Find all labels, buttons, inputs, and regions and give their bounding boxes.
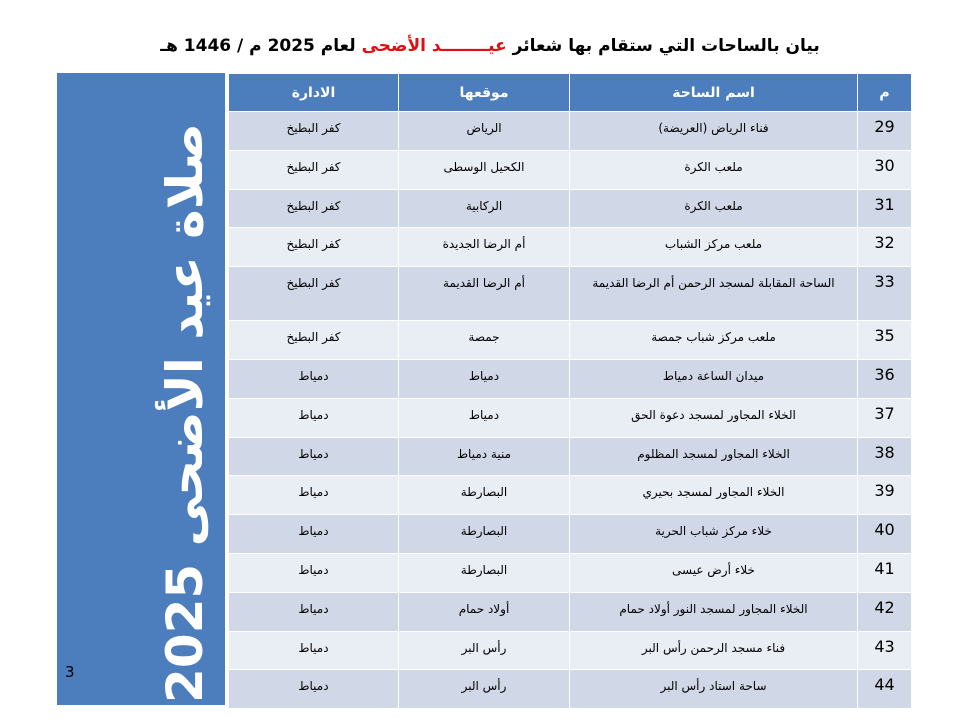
cell-administration: كفر البطيخ xyxy=(229,189,399,228)
cell-location: البصارطة xyxy=(399,515,570,554)
cell-ground-name: ساحة استاد رأس البر xyxy=(570,670,858,709)
side-banner xyxy=(57,73,225,705)
cell-num: 35 xyxy=(858,321,912,360)
cell-ground-name: ملعب الكرة xyxy=(570,189,858,228)
cell-administration: دمياط xyxy=(229,592,399,631)
cell-num: 36 xyxy=(858,359,912,398)
table-row xyxy=(229,631,912,670)
cell-administration: دمياط xyxy=(229,553,399,592)
cell-location: دمياط xyxy=(399,398,570,437)
cell-ground-name: ميدان الساعة دمياط xyxy=(570,359,858,398)
title-part-1: بيان بالساحات التي ستقام بها شعائر xyxy=(506,36,820,56)
table-row xyxy=(229,321,912,360)
cell-location: رأس البر xyxy=(399,670,570,709)
table-row xyxy=(229,515,912,554)
cell-ground-name: خلاء مركز شباب الحرية xyxy=(570,515,858,554)
cell-administration: دمياط xyxy=(229,359,399,398)
cell-num: 38 xyxy=(858,437,912,476)
cell-administration: دمياط xyxy=(229,515,399,554)
cell-location: أولاد حمام xyxy=(399,592,570,631)
table-row xyxy=(229,553,912,592)
table-row xyxy=(229,359,912,398)
cell-num: 42 xyxy=(858,592,912,631)
cell-location: الرياض xyxy=(399,112,570,151)
table-row xyxy=(229,228,912,267)
cell-ground-name: الخلاء المجاور لمسجد المظلوم xyxy=(570,437,858,476)
cell-ground-name: خلاء أرض عيسى xyxy=(570,553,858,592)
cell-location: دمياط xyxy=(399,359,570,398)
page-title xyxy=(150,30,830,62)
cell-location: منية دمياط xyxy=(399,437,570,476)
cell-num: 29 xyxy=(858,112,912,151)
table-row xyxy=(229,670,912,709)
cell-num: 31 xyxy=(858,189,912,228)
cell-ground-name: الخلاء المجاور لمسجد دعوة الحق xyxy=(570,398,858,437)
cell-num: 37 xyxy=(858,398,912,437)
table-row xyxy=(229,150,912,189)
cell-ground-name: الخلاء المجاور لمسجد النور أولاد حمام xyxy=(570,592,858,631)
cell-ground-name: ملعب مركز الشباب xyxy=(570,228,858,267)
prayer-grounds-table xyxy=(228,73,912,709)
cell-administration: كفر البطيخ xyxy=(229,321,399,360)
cell-num: 33 xyxy=(858,267,912,321)
cell-ground-name: فناء مسجد الرحمن رأس البر xyxy=(570,631,858,670)
cell-ground-name: الساحة المقابلة لمسجد الرحمن أم الرضا القديمة xyxy=(570,267,858,321)
cell-administration: كفر البطيخ xyxy=(229,228,399,267)
cell-num: 30 xyxy=(858,150,912,189)
cell-administration: دمياط xyxy=(229,670,399,709)
cell-location: أم الرضا القديمة xyxy=(399,267,570,321)
cell-num: 43 xyxy=(858,631,912,670)
cell-location: أم الرضا الجديدة xyxy=(399,228,570,267)
cell-location: جمصة xyxy=(399,321,570,360)
cell-num: 44 xyxy=(858,670,912,709)
cell-administration: كفر البطيخ xyxy=(229,150,399,189)
cell-administration: دمياط xyxy=(229,398,399,437)
table-row xyxy=(229,437,912,476)
header-name: اسم الساحة xyxy=(570,74,858,112)
page-number: 3 xyxy=(65,663,75,681)
table-row xyxy=(229,476,912,515)
table-body xyxy=(229,112,912,709)
cell-ground-name: ملعب الكرة xyxy=(570,150,858,189)
table-row xyxy=(229,112,912,151)
cell-ground-name: فناء الرياض (العريضة) xyxy=(570,112,858,151)
header-location: موقعها xyxy=(399,74,570,112)
cell-num: 39 xyxy=(858,476,912,515)
table-row xyxy=(229,267,912,321)
table-row xyxy=(229,189,912,228)
side-banner-title: صلاة عيد الأضحى 2025 xyxy=(156,123,214,703)
cell-ground-name: الخلاء المجاور لمسجد بحيري xyxy=(570,476,858,515)
cell-num: 41 xyxy=(858,553,912,592)
table-row xyxy=(229,592,912,631)
cell-administration: دمياط xyxy=(229,631,399,670)
cell-administration: كفر البطيخ xyxy=(229,267,399,321)
cell-administration: دمياط xyxy=(229,476,399,515)
table-header-row xyxy=(229,74,912,112)
cell-location: الركابية xyxy=(399,189,570,228)
cell-location: الكحيل الوسطى xyxy=(399,150,570,189)
cell-location: البصارطة xyxy=(399,553,570,592)
header-num: م xyxy=(858,74,912,112)
cell-location: البصارطة xyxy=(399,476,570,515)
cell-num: 40 xyxy=(858,515,912,554)
table-row xyxy=(229,398,912,437)
title-eid-name: عيــــــــد الأضحى xyxy=(361,36,507,56)
cell-location: رأس البر xyxy=(399,631,570,670)
cell-ground-name: ملعب مركز شباب جمصة xyxy=(570,321,858,360)
cell-num: 32 xyxy=(858,228,912,267)
cell-administration: كفر البطيخ xyxy=(229,112,399,151)
cell-administration: دمياط xyxy=(229,437,399,476)
header-admin: الادارة xyxy=(229,74,399,112)
title-part-2: لعام 2025 م / 1446 هـ xyxy=(160,36,362,56)
